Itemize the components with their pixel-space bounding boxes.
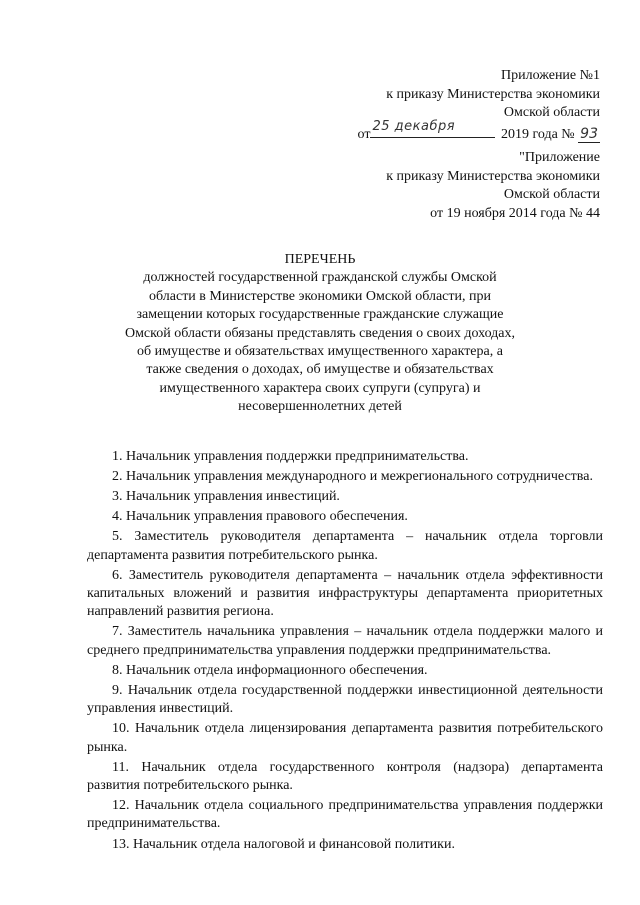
positions-list [87, 448, 603, 856]
date-prefix: от [357, 126, 371, 142]
title-body: должностей государственной гражданской службы Омской области в Министерстве экономики Омской области, при замещении которых государственные гражданские служащие Омской области обязаны представлять сведения о своих доходах, об имуществе и обязательствах имущественного характера, а также сведения о доходах, об имуществе и обязательствах имущественного характера своих супруги (супруга) и несовершеннолетних детей [124, 270, 516, 415]
date-suffix: 2019 года № [500, 126, 575, 142]
original-appendix-header [320, 149, 600, 223]
list-item: 2. Начальник управления международного и межрегионального сотрудничества. [112, 469, 593, 485]
handwritten-order-number: 93 [580, 125, 598, 142]
order-reference: к приказу Министерства экономики [386, 86, 600, 102]
order-date-line [320, 119, 600, 145]
title-heading: ПЕРЕЧЕНЬ [284, 252, 356, 267]
list-item: 12. Начальник отдела социального предпринимательства управления поддержки предпринимательства. [87, 798, 603, 832]
list-item: 1. Начальник управления поддержки предпринимательства. [112, 449, 469, 464]
list-item: 3. Начальник управления инвестиций. [112, 489, 340, 505]
list-item: 10. Начальник отдела лицензирования департамента развития потребительского рынка. [87, 721, 603, 755]
appendix-header [320, 67, 600, 144]
list-item: 5. Заместитель руководителя департамента – начальник отдела торговли департамента развития потребительского рынка. [87, 529, 603, 563]
appendix-number: Приложение №1 [501, 68, 600, 83]
list-item: 7. Заместитель начальника управления – начальник отдела поддержки малого и среднего предпринимательства управления поддержки предпринимательства. [87, 624, 603, 658]
list-item: 8. Начальник отдела информационного обеспечения. [112, 662, 428, 678]
list-item: 13. Начальник отдела налоговой и финансовой политики. [112, 836, 455, 852]
region-name: Омской области [503, 105, 600, 120]
list-item: 11. Начальник отдела государственного контроля (надзора) департамента развития потребительского рынка. [87, 759, 603, 794]
original-order-date: от 19 ноября 2014 года № 44 [430, 205, 600, 221]
list-item: 6. Заместитель руководителя департамента – начальник отдела эффективности капитальных вложений и развития инфраструктуры департамента приоритетных направлений развития региона. [87, 567, 603, 620]
document-title [120, 251, 520, 417]
list-item: 9. Начальник отдела государственной поддержки инвестиционной деятельности управления инвестиций. [87, 682, 603, 717]
original-order-reference: к приказу Министерства экономики [386, 168, 600, 184]
list-item: 4. Начальник управления правового обеспечения. [112, 509, 408, 525]
handwritten-date: 25 декабря [370, 123, 495, 138]
original-region-name: Омской области [503, 187, 600, 202]
original-appendix-label: "Приложение [519, 150, 600, 165]
